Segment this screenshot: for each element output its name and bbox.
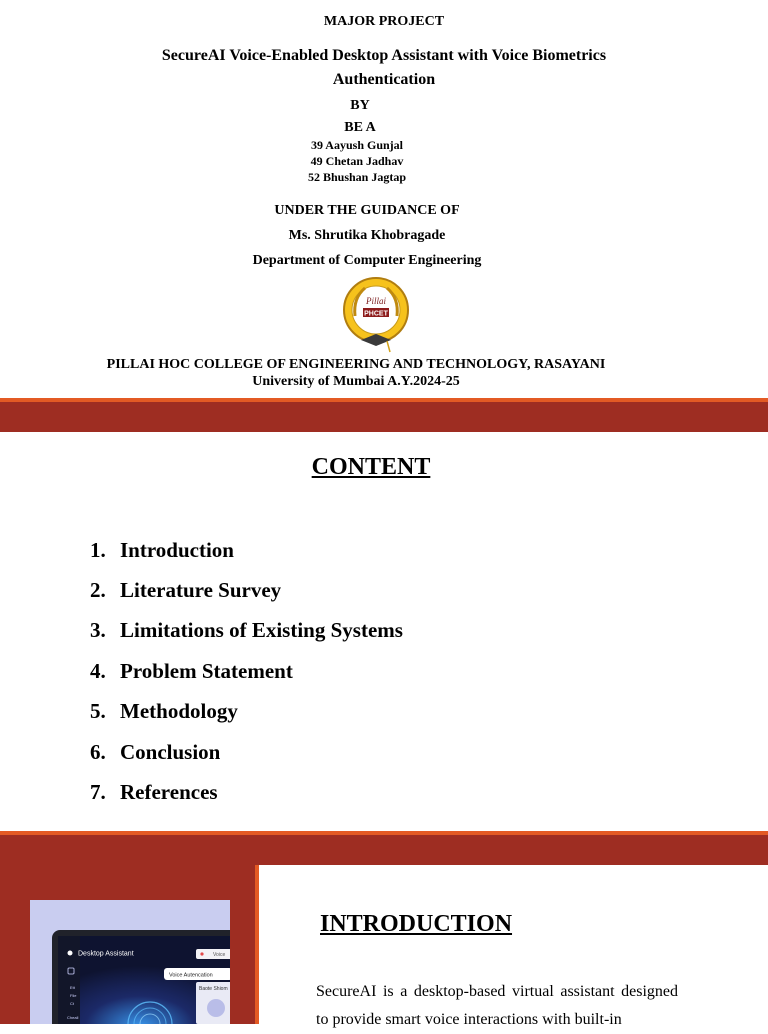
class-label: BE A: [344, 120, 376, 135]
list-label: Introduction: [120, 537, 234, 562]
svg-text:Baote Shiom: Baote Shiom: [199, 986, 228, 992]
svg-text:Pillai: Pillai: [366, 296, 386, 306]
guidance-label: UNDER THE GUIDANCE OF: [274, 203, 460, 218]
university-line: University of Mumbai A.Y.2024-25: [252, 374, 460, 389]
members-list: [0, 137, 714, 185]
project-title-text: SecureAI Voice-Enabled Desktop Assistant with Voice Biometrics Authentication: [161, 47, 607, 88]
logo-text: PHCET: [364, 310, 388, 318]
member-name: 52 Bhushan Jagtap: [307, 170, 407, 184]
svg-text:Ett: Ett: [70, 985, 75, 990]
laptop-illustration: [30, 900, 230, 1024]
svg-text:Cheall: Cheall: [67, 1015, 79, 1020]
list-number: 6.: [90, 739, 106, 764]
project-label: MAJOR PROJECT: [323, 14, 445, 29]
app-title: Desktop Assistant: [78, 950, 134, 958]
list-label: Problem Statement: [120, 658, 293, 683]
list-number: 5.: [90, 699, 106, 724]
list-number: 4.: [90, 658, 106, 683]
list-item: [90, 651, 403, 691]
list-item: [90, 570, 403, 610]
college-seal-icon: [341, 276, 411, 354]
department-name: Department of Computer Engineering: [252, 253, 482, 268]
svg-text:Flie: Flie: [70, 993, 77, 998]
svg-text:Ct: Ct: [70, 1001, 74, 1006]
project-title: [0, 44, 768, 92]
svg-text:Voice: Voice: [213, 952, 226, 958]
list-item: [90, 611, 403, 651]
guide-name: Ms. Shrutika Khobragade: [288, 228, 446, 243]
member-name: 49 Chetan Jadhav: [310, 154, 404, 168]
list-label: Methodology: [120, 699, 238, 724]
intro-heading: INTRODUCTION: [320, 911, 513, 937]
list-number: 7.: [90, 780, 106, 805]
intro-side-panel-edge: [255, 865, 259, 1024]
list-item: [90, 732, 403, 772]
college-logo: [341, 276, 411, 354]
content-list: [90, 530, 403, 813]
list-label: Literature Survey: [120, 578, 282, 603]
divider-band: [0, 835, 768, 865]
by-label: BY: [350, 98, 370, 113]
list-number: 1.: [90, 537, 106, 562]
list-item: [90, 530, 403, 570]
list-number: 3.: [90, 618, 106, 643]
content-heading: CONTENT: [311, 454, 431, 480]
divider-band: [0, 402, 768, 432]
list-number: 2.: [90, 578, 106, 603]
member-name: 39 Aayush Gunjal: [310, 138, 404, 152]
list-label: Limitations of Existing Systems: [120, 618, 403, 643]
popup-label: Voice Autencation: [169, 972, 213, 979]
list-item: [90, 772, 403, 812]
assistant-screenshot: [30, 900, 230, 1024]
intro-paragraph: SecureAI is a desktop-based virtual assistant designed to provide smart voice interactions with built-in: [316, 983, 678, 1028]
list-label: References: [120, 780, 218, 805]
list-item: [90, 692, 403, 732]
list-label: Conclusion: [120, 739, 221, 764]
college-name: PILLAI HOC COLLEGE OF ENGINEERING AND TECHNOLOGY, RASAYANI: [106, 357, 606, 372]
